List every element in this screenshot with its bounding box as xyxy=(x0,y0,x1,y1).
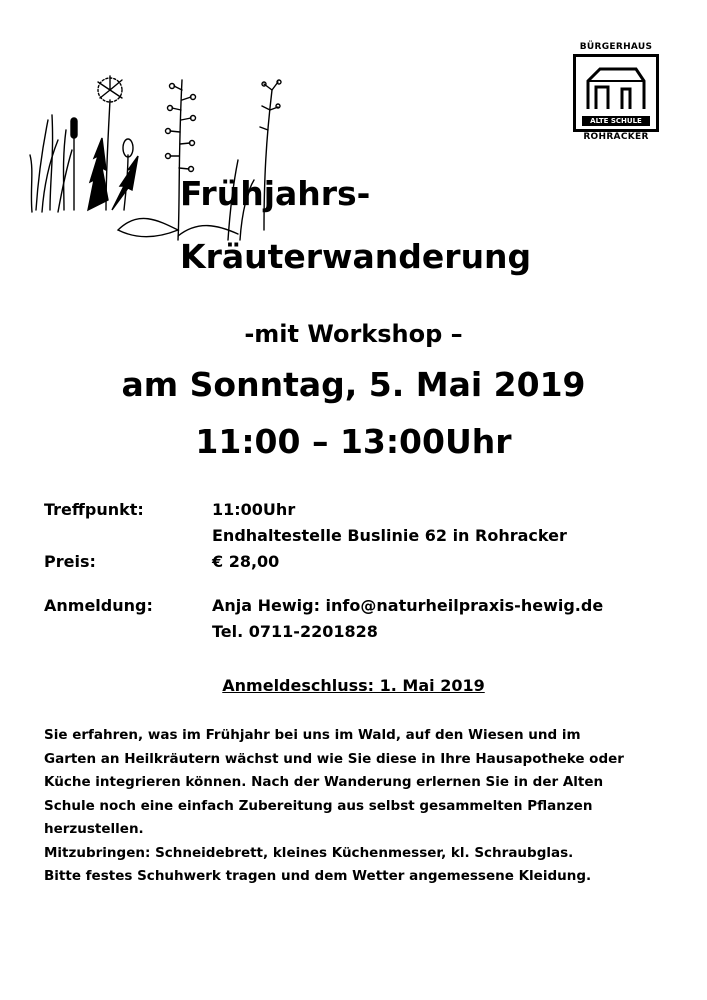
title-line-1: Frühjahrs- xyxy=(180,174,371,213)
event-time: 11:00 – 13:00Uhr xyxy=(195,422,512,461)
registration-label: Anmeldung: xyxy=(44,596,153,615)
buergerhaus-logo xyxy=(566,42,666,152)
subtitle: -mit Workshop – xyxy=(244,320,463,348)
logo-bottom-text: ROHRACKER xyxy=(583,132,649,142)
logo-box xyxy=(573,54,659,132)
meeting-label: Treffpunkt: xyxy=(44,500,144,519)
description-line: Küche integrieren können. Nach der Wanderung erlernen Sie in der Alten xyxy=(44,774,604,790)
description-line: Sie erfahren, was im Frühjahr bei uns im Wald, auf den Wiesen und im xyxy=(44,727,581,743)
description xyxy=(44,724,684,889)
title-line-2: Kräuterwanderung xyxy=(180,237,532,276)
registration-phone: Tel. 0711-2201828 xyxy=(212,622,378,641)
registration-contact: Anja Hewig: info@naturheilpraxis-hewig.de xyxy=(212,596,604,615)
meeting-place: Endhaltestelle Buslinie 62 in Rohracker xyxy=(212,526,567,545)
logo-inner-text: ALTE SCHULE xyxy=(582,116,650,126)
description-line: herzustellen. xyxy=(44,821,144,837)
description-line: Schule noch eine einfach Zubereitung aus selbst gesammelten Pflanzen xyxy=(44,797,593,814)
deadline-text: Anmeldeschluss: 1. Mai 2019 xyxy=(222,676,485,695)
price-value: € 28,00 xyxy=(212,552,280,571)
description-line: Garten an Heilkräutern wächst und wie Sie diese in Ihre Hausapotheke oder xyxy=(44,750,624,767)
description-line: Bitte festes Schuhwerk tragen und dem Wetter angemessene Kleidung. xyxy=(44,868,592,884)
herbs-illustration xyxy=(28,60,288,260)
logo-top-text: BÜRGERHAUS xyxy=(579,42,653,52)
description-line: Mitzubringen: Schneidebrett, kleines Küchenmesser, kl. Schraubglas. xyxy=(44,844,574,861)
event-date: am Sonntag, 5. Mai 2019 xyxy=(121,365,586,404)
price-label: Preis: xyxy=(44,552,96,571)
meeting-time: 11:00Uhr xyxy=(212,500,296,519)
house-icon xyxy=(582,63,650,115)
registration-deadline xyxy=(0,674,707,698)
